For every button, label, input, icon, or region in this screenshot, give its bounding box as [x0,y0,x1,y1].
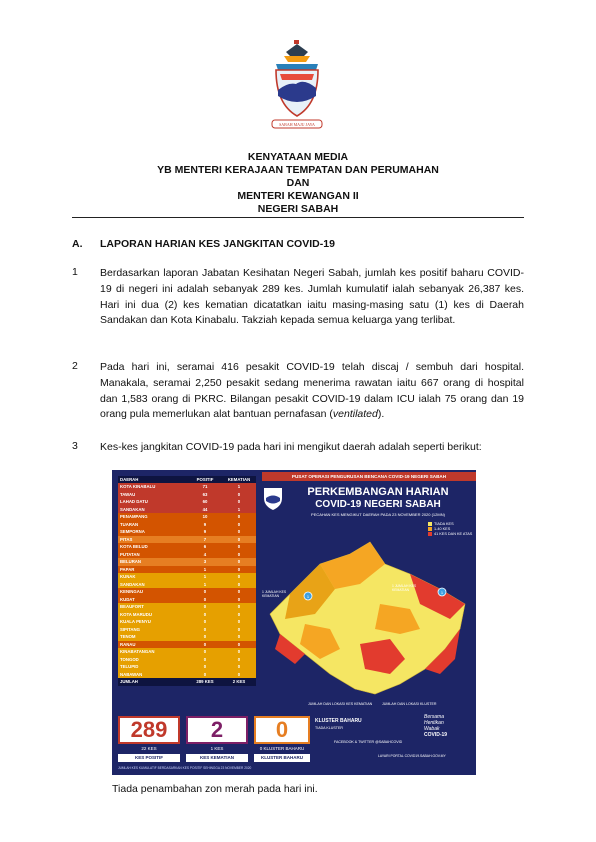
row-district: KUALA PENYU [120,619,151,625]
table-row [118,506,256,514]
row-district: PAPAR [120,566,135,572]
stat-positive [118,716,180,764]
stat-cluster-sub: 0 KLUSTER BAHARU [259,746,305,751]
row-death: 0 [237,574,241,580]
row-positive: 0 [203,656,207,662]
paragraph-number-3: 3 [72,440,78,452]
legend-no-case: TIADA KES [434,522,454,526]
paragraph-2: Pada hari ini, seramai 416 pesakit COVID-19 telah discaj / sembuh dari hospital. Manakala, seramai 2,250 pesakit sedang menerima rawatan iaitu 667 orang di hospital dan 1,583 orang di PKRC. Bilangan pesakit COVID-19 dalam ICU ialah 75 orang dan 19 orang pula memerlukan alat bantuan pernafasan (ventilated). [100,361,524,421]
covid-emblem-icon [262,484,284,512]
row-death: 0 [237,634,241,640]
header-line-5: NEGERI SABAH [257,203,339,215]
section-heading [72,238,335,250]
paragraph-3: Kes-kes jangkitan COVID-19 pada hari ini mengikut daerah adalah seperti berikut: [100,441,482,453]
row-positive: 6 [203,544,207,550]
map-legend-death: JUMLAH DAN LOKASI KES KEMATIAN [308,702,373,706]
sabah-district-map [260,534,474,704]
row-district: PUTATAN [120,551,140,557]
stat-cluster [254,716,310,764]
row-positive: 0 [203,649,207,655]
table-row [118,551,256,559]
paragraph-1: Berdasarkan laporan Jabatan Kesihatan Negeri Sabah, jumlah kes positif baharu COVID-19 di negeri ini adalah sebanyak 289 kes. Jumlah kumulatif ialah sebanyak 26,387 kes. Hari ini dua (2) kes kematian dicatatkan iaitu masing-masing satu (1) kes di Daerah Sandakan dan Kota Kinabalu. Takziah kepada semua keluarga yang terlibat. [100,267,524,327]
row-district: LAHAD DATU [120,499,148,505]
row-district: PITAS [120,536,133,542]
table-row [118,588,256,596]
paragraph-number-2: 2 [72,360,78,372]
header-divider [72,217,524,218]
table-row [118,528,256,536]
row-positive: 0 [203,619,207,625]
stat-death [186,716,248,764]
header-district: DAERAH [120,477,139,482]
row-positive: 0 [203,589,207,595]
infographic-footnote: JUMLAH KES KUMULATIF BERDASARKAN KES POSITIF SEHINGGA 23 NOVEMBER 2020 [118,766,252,770]
stat-death-label: KES KEMATIAN [186,754,248,762]
table-row [118,566,256,574]
row-death: 0 [237,664,241,670]
header-line-3: DAN [286,177,310,189]
row-district: TENOM [120,634,136,640]
infographic-banner: PUSAT OPERASI PENGURUSAN BENCANA COVID-19 NEGERI SABAH [262,472,476,481]
row-death: 0 [237,551,241,557]
row-death: 0 [237,559,241,565]
row-district: KENINGAU [120,589,143,595]
row-death: 0 [237,641,241,647]
row-positive: 9 [203,521,207,527]
row-district: BELURAN [120,559,142,565]
row-district: KUDAT [120,596,135,602]
infographic-title-1: PERKEMBANGAN HARIAN [307,486,449,498]
row-district: SEMPORNA [120,529,145,535]
row-positive: 1 [203,574,207,580]
table-row [118,558,256,566]
row-death: 0 [237,611,241,617]
row-positive: 0 [203,641,207,647]
sabah-crest-logo [266,38,328,134]
row-death: 0 [237,499,241,505]
header-line-1: KENYATAAN MEDIA [247,151,349,163]
table-row [118,491,256,499]
cluster-text: TIADA KLUSTER [315,726,343,730]
row-district: SIPITANG [120,626,140,632]
row-district: KINABATANGAN [120,649,155,655]
row-positive: 0 [203,634,207,640]
row-death: 0 [237,491,241,497]
table-row [118,603,256,611]
table-row [118,581,256,589]
row-positive: 71 [202,484,208,490]
row-positive: 7 [203,536,207,542]
row-positive: 0 [203,671,207,677]
row-death: 0 [237,604,241,610]
paragraph-number-1: 1 [72,266,78,278]
row-death: 0 [237,619,241,625]
row-death: 0 [237,671,241,677]
cluster-title: KLUSTER BAHARU [315,718,362,724]
map-death-label-b: 1 JUMLAH KES KEMATIAN [392,584,417,592]
row-district: NABAWAN [120,671,143,677]
row-district: PENAMPANG [120,514,148,520]
row-positive: 44 [202,506,208,512]
row-district: KOTA BELUD [120,544,148,550]
row-positive: 9 [203,529,207,535]
row-positive: 1 [203,581,207,587]
total-label: JUMLAH [120,679,138,685]
infographic-subtitle: PECAHAN KES MENGIKUT DAERAH PADA 23 NOVEMBER 2020 (12MN) [311,512,445,517]
header-positive: POSITIF [196,477,214,482]
svg-text:1: 1 [306,594,310,599]
row-positive: 0 [203,664,207,670]
crest-motto: SABAH MAJU JAYA [279,122,315,127]
table-row [118,498,256,506]
district-table [118,476,256,712]
table-row [118,656,256,664]
row-death: 0 [237,536,241,542]
table-row [118,483,256,491]
row-district: SANDAKAN [120,581,145,587]
row-positive: 60 [202,499,208,505]
table-row [118,536,256,544]
row-district: KUNAK [120,574,136,580]
row-death: 0 [237,589,241,595]
row-district: KOTA KINABALU [120,484,156,490]
row-death: 0 [237,521,241,527]
row-district: TONGOD [120,656,139,662]
row-positive: 0 [203,596,207,602]
table-row [118,663,256,671]
row-positive: 0 [203,604,207,610]
legend-1-40: 1-40 KES [434,527,451,531]
row-district: TUARAN [120,521,139,527]
stat-death-sub: 1 KES [210,746,224,751]
svg-text:1: 1 [440,590,444,595]
table-row [118,671,256,679]
table-total-row [118,678,256,686]
table-row [118,633,256,641]
row-positive: 10 [202,514,208,520]
row-death: 0 [237,596,241,602]
row-positive: 4 [203,551,207,557]
row-positive: 63 [202,491,208,497]
table-row [118,521,256,529]
map-legend-cluster: JUMLAH DAN LOKASI KLUSTER [382,702,437,706]
table-body [118,483,256,678]
table-row [118,641,256,649]
row-death: 1 [237,506,241,512]
stat-positive-sub: 22 KES [141,746,157,751]
row-death: 0 [237,649,241,655]
table-row [118,596,256,604]
header-line-2: YB MENTERI KERAJAAN TEMPATAN DAN PERUMAHAN [157,164,439,176]
social-handle: FACEBOOK & TWITTER @SABAHCOVID [334,740,403,744]
row-district: RANAU [120,641,136,647]
map-death-label-a: 1 JUMLAH KES KEMATIAN [262,590,287,598]
table-header [118,476,256,483]
table-row [118,648,256,656]
legend-41-plus: 41 KES DAN KE ATAS [434,532,473,536]
row-district: SANDAKAN [120,506,145,512]
row-death: 0 [237,656,241,662]
row-death: 0 [237,529,241,535]
infographic-title-2: COVID-19 NEGERI SABAH [315,499,441,510]
row-district: BEAUFORT [120,604,144,610]
covid-infographic [112,470,476,775]
row-death: 0 [237,514,241,520]
row-positive: 3 [203,559,207,565]
header-line-4: MENTERI KEWANGAN II [237,190,359,202]
row-positive: 0 [203,611,207,617]
row-district: TAWAU [120,491,136,497]
total-positive: 289 KES [196,679,214,685]
header-death: KEMATIAN [227,477,251,482]
table-row [118,618,256,626]
row-death: 0 [237,544,241,550]
table-row [118,573,256,581]
row-death: 1 [237,484,241,490]
section-title: LAPORAN HARIAN KES JANGKITAN COVID-19 [100,238,335,250]
stat-positive-value: 289 [118,716,180,744]
stat-positive-label: KES POSITIF [118,754,180,762]
total-death: 2 KES [232,679,246,685]
row-district: KOTA MARUDU [120,611,152,617]
stat-cluster-label: KLUSTER BAHARU [254,754,310,762]
table-row [118,513,256,521]
row-positive: 0 [203,626,207,632]
stat-cluster-value: 0 [254,716,310,744]
table-row [118,611,256,619]
row-positive: 1 [203,566,207,572]
row-death: 0 [237,581,241,587]
table-row [118,543,256,551]
slogan: Bersama Hentikan Wabak COVID-19 [424,714,448,738]
row-district: TELUPID [120,664,139,670]
row-death: 0 [237,626,241,632]
stat-death-value: 2 [186,716,248,744]
section-letter: A. [72,238,83,250]
caption: Tiada penambahan zon merah pada hari ini. [112,783,318,795]
table-row [118,626,256,634]
portal-link: LAYARI PORTAL COVID19.SABAH.GOV.MY [378,754,446,758]
row-death: 0 [237,566,241,572]
